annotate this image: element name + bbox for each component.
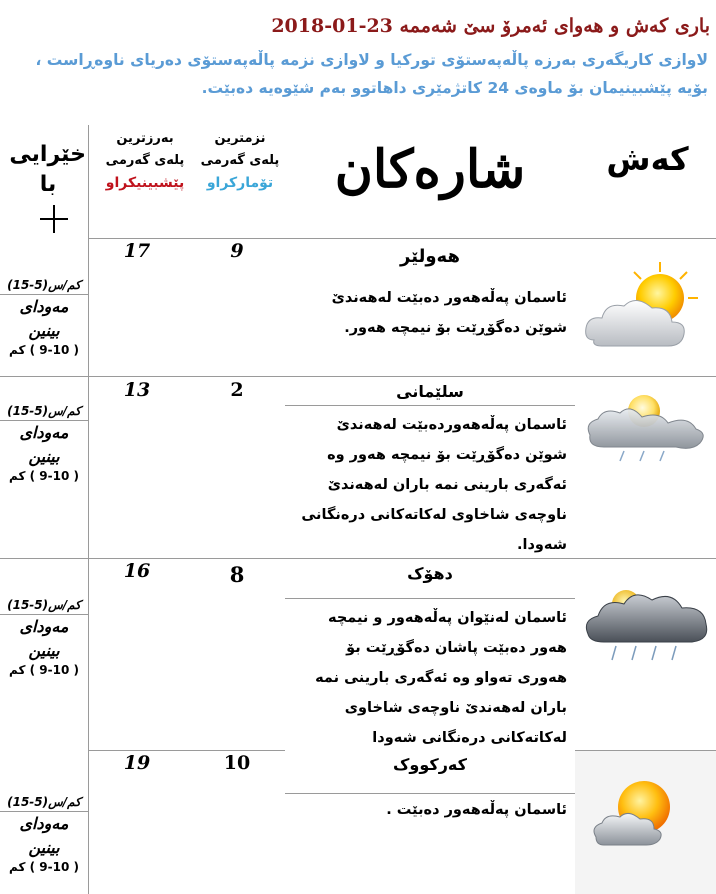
weather-description: ئاسمان پەڵەهەور دەبێت . — [285, 795, 575, 827]
min-temp-value: 8 — [229, 562, 245, 587]
cloudy-sun-rain-icon — [584, 385, 710, 465]
partly-cloudy-sun-icon — [582, 258, 710, 354]
overcast-rain-icon — [582, 580, 712, 664]
weather-description: ئاسمان پەڵەهەور دەبێت لەهەندێ شوێن دەگۆڕێت بۆ نیمچە هەور. — [285, 283, 575, 343]
row-divider — [88, 238, 716, 239]
visibility-label: مەودای — [19, 423, 69, 442]
city-name: دهۆک — [407, 564, 453, 583]
max-temp-value: 16 — [123, 560, 151, 582]
visibility-label-2: بینین — [28, 447, 60, 466]
weather-description: ئاسمان پەڵەهەوردەبێت لەهەندێ شوێن دەگۆڕێت بۆ نیمچە هەور وە ئەگەری بارینی نمە باران لەهەندێ ناوچەی شاخاوی لەکاتەکانی درەنگانی شەودا. — [285, 410, 575, 558]
max-temp-label-line1: بەرزترین — [116, 131, 174, 146]
weather-description: ئاسمان لەنێوان پەڵەهەور و نیمچە هەور دەبێت پاشان دەگۆڕێت بۆ هەوری تەواو وە ئەگەری بارینی نمە باران لەهەندێ ناوچەی شاخاوی لەکاتەکانی درەنگانی شەودا — [285, 603, 575, 751]
city-underline — [285, 405, 575, 406]
forecast-label: پێشبینیکراو — [105, 175, 185, 191]
max-temp-value: 17 — [123, 240, 151, 262]
wind-label-line1: خێرایی — [9, 142, 86, 167]
visibility-label-2: بینین — [28, 838, 60, 857]
min-temp-label-line1: نزمترین — [214, 131, 266, 146]
wind-info — [0, 795, 88, 874]
page-subtitle: لاوازی کاریگەری بەرزە پاڵەپەستۆی تورکیا و لاوازی نزمە پاڵەپەستۆی دەریای ناوەڕاست ، بۆیە پێشبینیمان بۆ ماوەی 24 کاتژمێری داهاتوو بەم شێوەیە دەبێت. — [35, 51, 708, 97]
city-name: کەرکووک — [393, 755, 467, 774]
visibility-range: ( 9-10 ) کم — [9, 343, 79, 357]
wind-info — [0, 598, 88, 677]
max-temp-value: 19 — [123, 752, 151, 774]
column-header-max-temp — [95, 128, 195, 194]
recorded-label: تۆمارکراو — [206, 175, 274, 191]
wind-speed: (15-5)کم/س — [0, 598, 88, 615]
row-divider — [0, 376, 716, 377]
min-temp-value: 10 — [223, 752, 251, 774]
min-temp-value: 2 — [230, 379, 244, 401]
max-temp-value: 13 — [123, 379, 151, 401]
visibility-range: ( 9-10 ) کم — [9, 663, 79, 677]
visibility-range: ( 9-10 ) کم — [9, 860, 79, 874]
min-temp-label-line2: پلەی گەرمی — [200, 153, 280, 168]
city-name: سلێمانی — [396, 382, 464, 401]
column-header-wind — [10, 140, 86, 200]
visibility-label-2: بینین — [28, 321, 60, 340]
visibility-label: مەودای — [19, 297, 69, 316]
page-title: باری کەش و هەوای ئەمرۆ سێ شەممە 23-01-2018 — [271, 15, 710, 37]
wind-info — [0, 278, 88, 357]
row-divider — [0, 558, 716, 559]
min-temp-value: 9 — [230, 240, 244, 262]
city-underline — [285, 598, 575, 599]
wind-info — [0, 404, 88, 483]
plus-icon — [40, 205, 68, 233]
wind-label-line2: با — [39, 172, 57, 197]
city-underline — [285, 793, 575, 794]
visibility-label: مەودای — [19, 814, 69, 833]
wind-speed: (15-5)کم/س — [0, 795, 88, 812]
column-header-cities: شارەکان — [334, 139, 526, 200]
wind-speed: (15-5)کم/س — [0, 404, 88, 421]
column-divider — [88, 125, 89, 894]
visibility-label-2: بینین — [28, 641, 60, 660]
wind-speed: (15-5)کم/س — [0, 278, 88, 295]
city-name: هەولێر — [400, 246, 460, 267]
column-header-min-temp — [190, 128, 290, 194]
sun-small-cloud-icon — [590, 775, 690, 851]
max-temp-label-line2: پلەی گەرمی — [105, 153, 185, 168]
visibility-label: مەودای — [19, 617, 69, 636]
column-header-weather: کەش — [606, 140, 689, 178]
visibility-range: ( 9-10 ) کم — [9, 469, 79, 483]
